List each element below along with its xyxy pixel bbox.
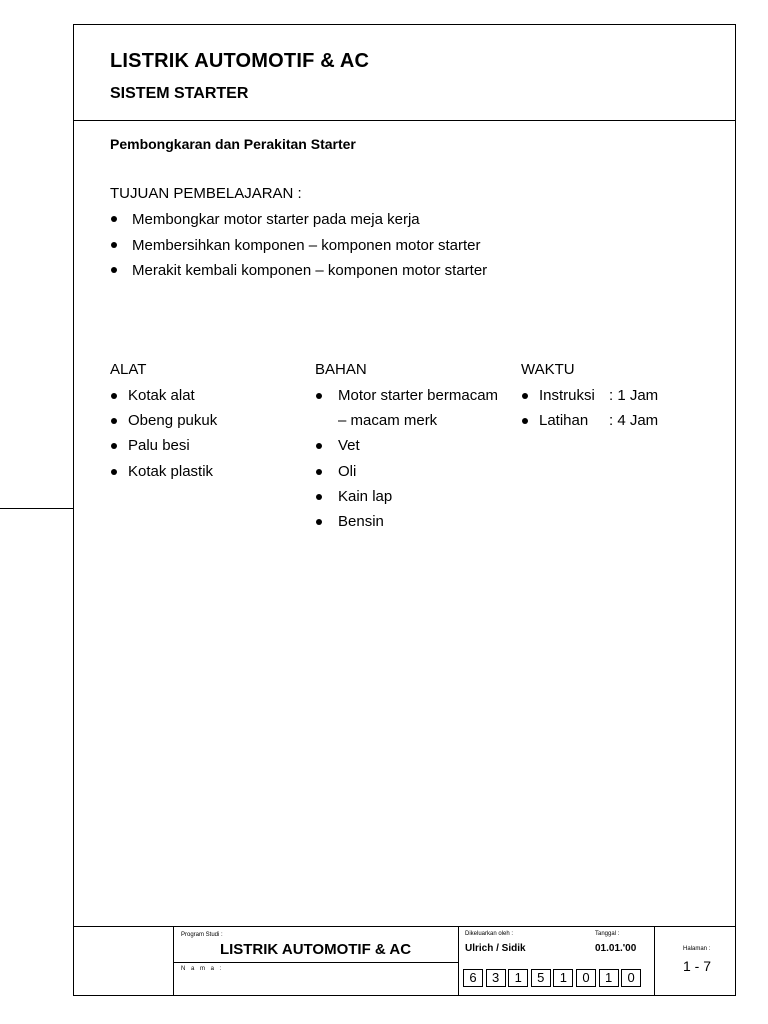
page-label: Halaman : [683,946,711,952]
document-subtitle: SISTEM STARTER [110,85,249,102]
code-digit: 1 [508,969,528,987]
issued-by-value: Ulrich / Sidik [465,943,526,954]
program-label: Program Studi : [181,932,223,938]
bahan-item: Motor starter bermacam [315,386,498,411]
objective-item: Membongkar motor starter pada meja kerja [110,209,487,235]
document-title: LISTRIK AUTOMOTIF & AC [110,50,370,72]
waktu-item [521,386,658,411]
section-title: Pembongkaran dan Perakitan Starter [110,136,356,152]
code-digit: 0 [621,969,641,987]
document-code [463,969,644,987]
date-label: Tanggal : [595,931,620,937]
code-digit: 0 [576,969,596,987]
waktu-column [521,361,658,436]
waktu-item-value: : 1 Jam [609,387,659,404]
bahan-item: Kain lap [315,487,498,512]
code-digit: 1 [553,969,573,987]
alat-item: Kotak plastik [110,462,217,487]
code-digit: 5 [531,969,551,987]
bahan-item: Oli [315,462,498,487]
alat-item: Obeng pukuk [110,411,217,436]
waktu-list [521,386,658,436]
code-digit: 6 [463,969,483,987]
bahan-item: Vet [315,436,498,461]
issued-by-label: Dikeluarkan oleh : [465,931,514,937]
objectives-heading: TUJUAN PEMBELAJARAN : [110,185,302,202]
nama-label: N a m a : [181,966,224,972]
alat-column [110,361,217,487]
footer-mid-divider [173,962,458,963]
code-digit: 3 [486,969,506,987]
waktu-item-label: Instruksi [539,387,595,404]
bahan-item: Bensin [315,512,498,537]
margin-mark [0,508,73,509]
bahan-heading: BAHAN [315,361,367,378]
waktu-heading: WAKTU [521,361,575,378]
bahan-list [315,386,498,537]
footer-column-divider [458,926,459,996]
header-divider [73,120,736,121]
waktu-item [521,411,658,436]
waktu-item-label: Latihan [539,412,589,430]
waktu-item-value: : 4 Jam [609,412,659,430]
objectives-list [110,209,487,286]
alat-list [110,386,217,487]
code-digit: 1 [599,969,619,987]
page-number: 1 - 7 [683,958,712,974]
objective-item: Merakit kembali komponen – komponen motor starter [110,260,487,286]
bahan-item-continuation: – macam merk [338,412,438,430]
bahan-column [315,361,498,537]
alat-heading: ALAT [110,361,147,378]
program-value: LISTRIK AUTOMOTIF & AC [219,941,412,958]
alat-item: Palu besi [110,436,217,461]
date-value: 01.01.'00 [595,943,637,954]
objective-item: Membersihkan komponen – komponen motor starter [110,235,487,261]
alat-item: Kotak alat [110,386,217,411]
